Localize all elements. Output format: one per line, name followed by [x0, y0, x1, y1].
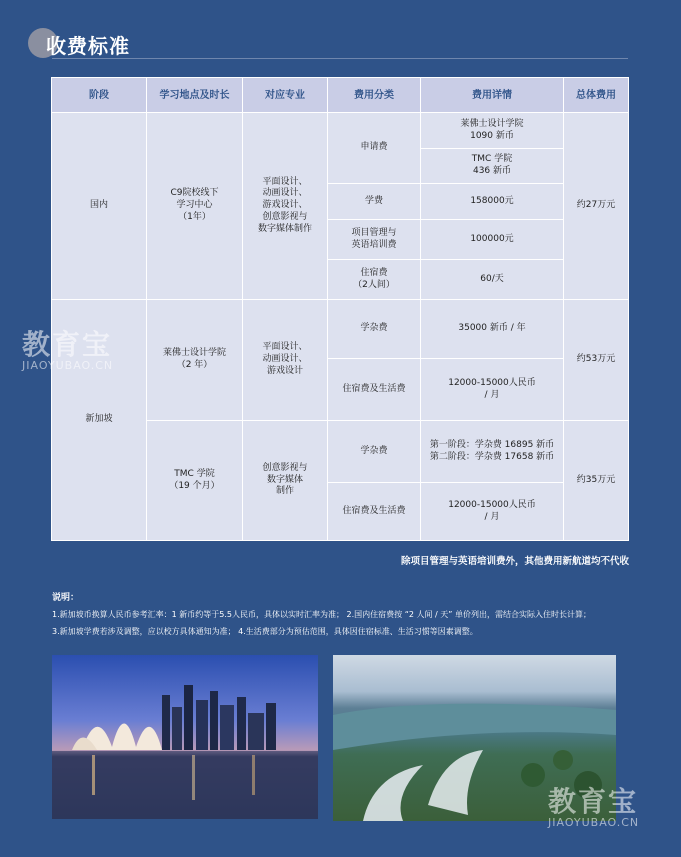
table-row — [52, 300, 629, 359]
tmc-location: TMC 学院 （19 个月） — [147, 421, 243, 541]
housing-fee-label: 住宿费 （2人间） — [328, 260, 421, 300]
watermark-left-cn: 教育宝 — [22, 328, 113, 361]
notes-heading: 说明： — [52, 593, 80, 603]
header-total: 总体费用 — [564, 78, 629, 113]
lasalle-location: 莱佛士设计学院 （2 年） — [147, 300, 243, 421]
marina-bay-photo — [52, 655, 318, 819]
lasalle-living-value: 12000-15000人民币 / 月 — [421, 359, 564, 421]
tmc-total: 约35万元 — [564, 421, 629, 541]
project-fee-value: 100000元 — [421, 220, 564, 260]
application-fee-tmc: TMC 学院 436 新币 — [421, 149, 564, 184]
tmc-misc-value: 第一阶段：学杂费 16895 新币 第二阶段：学杂费 17658 新币 — [421, 421, 564, 483]
fee-footnote: 除项目管理与英语培训费外，其他费用新航道均不代收 — [400, 556, 629, 567]
watermark-right-en: JIAOYUBAO.CN — [548, 816, 640, 829]
lasalle-misc-label: 学杂费 — [328, 300, 421, 359]
stage-domestic: 国内 — [52, 113, 147, 300]
project-fee-label: 项目管理与 英语培训费 — [328, 220, 421, 260]
tuition-value: 158000元 — [421, 184, 564, 220]
application-fee-label: 申请费 — [328, 113, 421, 184]
tmc-living-label: 住宿费及生活费 — [328, 483, 421, 541]
lasalle-living-label: 住宿费及生活费 — [328, 359, 421, 421]
fee-table — [51, 77, 629, 541]
gardens-by-the-bay-photo — [333, 655, 640, 829]
page-title: 收费标准 — [46, 34, 130, 58]
watermark-left-en: JIAOYUBAO.CN — [22, 359, 114, 372]
tmc-majors: 创意影视与 数字媒体 制作 — [243, 421, 328, 541]
application-fee-lasalle: 莱佛士设计学院 1090 新币 — [421, 113, 564, 149]
tmc-misc-label: 学杂费 — [328, 421, 421, 483]
header-stage: 阶段 — [52, 78, 147, 113]
lasalle-total: 约53万元 — [564, 300, 629, 421]
stage-singapore: 新加坡 — [52, 300, 147, 541]
notes-line-2: 3.新加坡学费若涉及调整，应以校方具体通知为准； 4.生活费部分为预估范围，具体因住宿标准、生活习惯等因素调整。 — [52, 627, 478, 636]
header-fee-category: 费用分类 — [328, 78, 421, 113]
tuition-label: 学费 — [328, 184, 421, 220]
header-location: 学习地点及时长 — [147, 78, 243, 113]
lasalle-misc-value: 35000 新币 / 年 — [421, 300, 564, 359]
domestic-majors: 平面设计、 动画设计、 游戏设计、 创意影视与 数字媒体制作 — [243, 113, 328, 300]
header-fee-detail: 费用详情 — [421, 78, 564, 113]
table-header-row — [52, 78, 629, 113]
lasalle-majors: 平面设计、 动画设计、 游戏设计 — [243, 300, 328, 421]
watermark-right-cn: 教育宝 — [548, 785, 639, 818]
title-divider — [52, 58, 628, 59]
housing-fee-value: 60/天 — [421, 260, 564, 300]
domestic-location: C9院校线下 学习中心 （1年） — [147, 113, 243, 300]
header-majors: 对应专业 — [243, 78, 328, 113]
notes-line-1: 1.新加坡币换算人民币参考汇率：1 新币约等于5.5人民币，具体以实时汇率为准； 2.国内住宿费按 “2 人间 / 天” 单价列出，需结合实际入住时长计算； — [52, 610, 591, 619]
notes-section — [52, 590, 652, 643]
table-row — [52, 113, 629, 149]
domestic-total: 约27万元 — [564, 113, 629, 300]
tmc-living-value: 12000-15000人民币 / 月 — [421, 483, 564, 541]
